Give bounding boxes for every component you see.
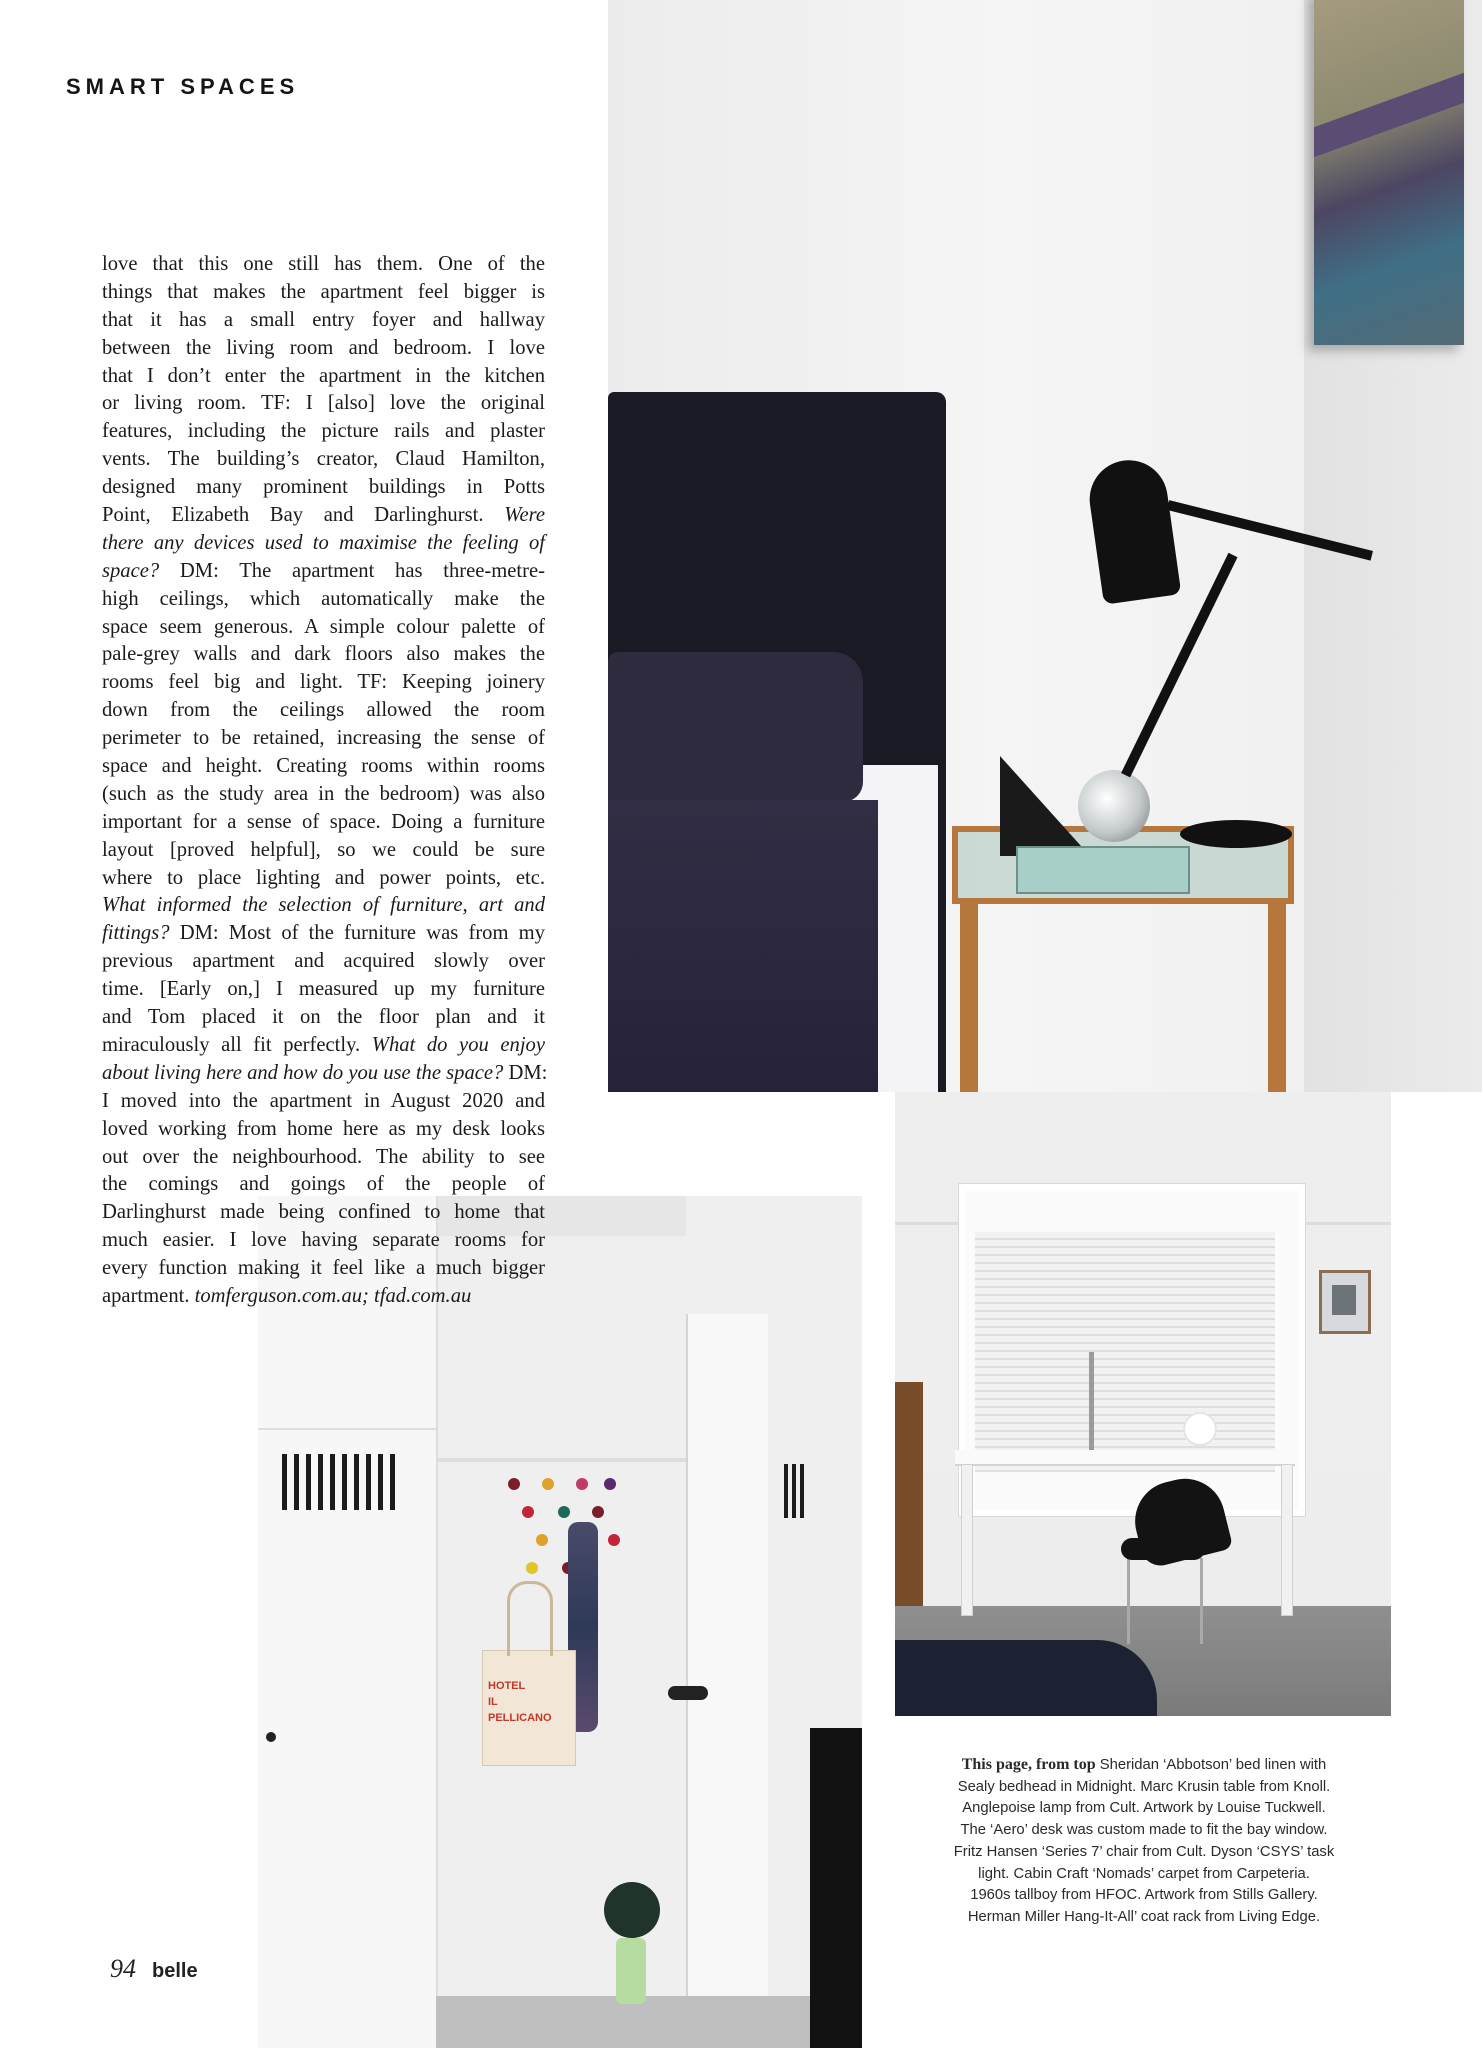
coat-rack-ball <box>604 1478 616 1490</box>
artwork-painting <box>1314 0 1464 345</box>
hallway-floor <box>436 1996 862 2048</box>
aero-desk <box>955 1450 1295 1464</box>
body-text-line: time. [Early on,] I measured up my furniture <box>102 978 545 1001</box>
book-stack <box>1016 846 1190 894</box>
sculpture-object <box>1000 756 1090 856</box>
body-text-line: rooms feel big and light. TF: Keeping joinery <box>102 671 545 694</box>
desk-lamp-base <box>1180 820 1292 848</box>
body-text-line: that it has a small entry foyer and hallway <box>102 308 545 331</box>
caption-lead: This page, from top <box>961 1756 1096 1773</box>
body-text-line: Point, Elizabeth Bay and Darlinghurst. Were <box>102 504 545 527</box>
coat-rack-ball <box>542 1478 554 1490</box>
body-text-line: down from the ceilings allowed the room <box>102 699 545 722</box>
framed-artwork <box>1319 1270 1371 1334</box>
green-vase <box>616 1938 646 2004</box>
photo-caption <box>924 1754 1364 1929</box>
coat-rack-ball <box>558 1506 570 1518</box>
caption-line: 1960s tallboy from HFOC. Artwork from Stills Gallery. <box>970 1887 1318 1904</box>
body-text-line: high ceilings, which automatically make the <box>102 587 545 610</box>
body-text-line: previous apartment and acquired slowly over <box>102 950 545 973</box>
body-text-line: Darlinghurst made being confined to home that <box>102 1201 545 1224</box>
picture-rail <box>436 1458 726 1462</box>
task-light <box>1089 1352 1094 1450</box>
cabinet-knob <box>266 1732 276 1742</box>
bed-quilt <box>608 800 878 1092</box>
body-text-line: much easier. I love having separate rooms for <box>102 1229 545 1252</box>
body-text-line: vents. The building’s creator, Claud Hamilton, <box>102 448 545 471</box>
article-body <box>102 251 548 1311</box>
body-text-line: designed many prominent buildings in Potts <box>102 476 545 499</box>
body-text-line: perimeter to be retained, increasing the sense of <box>102 727 545 750</box>
body-text-line: fittings? DM: Most of the furniture was from my <box>102 922 545 945</box>
coat-rack-ball <box>576 1478 588 1490</box>
body-text-line: apartment. tomferguson.com.au; tfad.com.au <box>102 1284 472 1307</box>
pillow <box>608 652 863 802</box>
coat-rack-ball <box>592 1506 604 1518</box>
body-text-line: I moved into the apartment in August 2020 and <box>102 1089 545 1112</box>
tallboy <box>895 1382 923 1612</box>
coat-rack-ball <box>608 1534 620 1546</box>
caption-line: Sealy bedhead in Midnight. Marc Krusin table from Knoll. <box>957 1778 1331 1795</box>
built-in-cabinet <box>258 1196 438 2048</box>
bed-corner <box>895 1640 1157 1716</box>
body-text-line: out over the neighbourhood. The ability to see <box>102 1145 545 1168</box>
body-text-line: love that this one still has them. One of the <box>102 253 545 275</box>
body-text-line: every function making it feel like a much bigger <box>102 1257 545 1280</box>
caption-line: Fritz Hansen ‘Series 7’ chair from Cult. Dyson ‘CSYS’ task <box>953 1843 1335 1860</box>
tote-bag-print: HOTEL IL PELLICANO <box>488 1680 552 1724</box>
body-text-line: (such as the study area in the bedroom) was also <box>102 782 545 805</box>
body-text-line: that I don’t enter the apartment in the kitchen <box>102 364 545 387</box>
window-blinds <box>975 1232 1275 1472</box>
body-text-line: the comings and goings of the people of <box>102 1173 545 1196</box>
plaster-vent <box>282 1454 402 1510</box>
body-text-line: important for a sense of space. Doing a furniture <box>102 810 545 833</box>
body-text-line: space? DM: The apartment has three-metre- <box>102 559 545 582</box>
door-handle <box>668 1686 708 1700</box>
body-text-line: miraculously all fit perfectly. What do you enjoy <box>102 1033 545 1056</box>
caption-line: Herman Miller Hang-It-All’ coat rack from Living Edge. <box>967 1908 1321 1925</box>
body-text-line: between the living room and bedroom. I love <box>102 336 545 359</box>
hallway-photo <box>258 1196 862 2048</box>
coat-rack-ball <box>526 1562 538 1574</box>
body-text-line: and Tom placed it on the floor plan and it <box>102 1006 545 1029</box>
bedpost <box>810 1728 862 2048</box>
study-photo <box>895 1092 1391 1716</box>
section-label: SMART SPACES <box>66 74 300 99</box>
magazine-logo: belle <box>152 1960 198 1982</box>
flower-vase <box>1185 1414 1215 1444</box>
body-text-line: features, including the picture rails and plaster <box>102 420 545 443</box>
hallway-door <box>686 1314 768 2048</box>
desk-lamp-head <box>1085 455 1182 604</box>
coat-rack-ball <box>508 1478 520 1490</box>
body-text-line: pale-grey walls and dark floors also makes the <box>102 643 545 666</box>
body-text-line: loved working from home here as my desk looks <box>102 1117 545 1140</box>
door-vent <box>784 1464 806 1518</box>
hang-it-all-coat-rack <box>508 1478 626 1588</box>
coat-rack-ball <box>536 1534 548 1546</box>
body-text-line: things that makes the apartment feel bigger is <box>102 280 545 303</box>
page-number: 94 <box>110 1954 136 1983</box>
bedroom-photo <box>608 0 1482 1092</box>
caption-line: light. Cabin Craft ‘Nomads’ carpet from Carpeteria. <box>978 1865 1310 1882</box>
body-text-line: What informed the selection of furniture, art and <box>102 894 545 917</box>
caption-line: Anglepoise lamp from Cult. Artwork by Louise Tuckwell. <box>962 1800 1326 1817</box>
body-text-line: space and height. Creating rooms within rooms <box>102 755 545 778</box>
body-text-line: space seem generous. A simple colour palette of <box>102 615 545 638</box>
body-text-line: where to place lighting and power points, etc. <box>102 866 545 889</box>
caption-line: The ‘Aero’ desk was custom made to fit the bay window. <box>960 1822 1328 1839</box>
body-text-line: or living room. TF: I [also] love the original <box>102 392 545 415</box>
body-text-line: layout [proved helpful], so we could be sure <box>102 838 545 861</box>
body-text-line: there any devices used to maximise the feeling of <box>102 531 545 554</box>
snow-globe <box>1078 770 1150 842</box>
coat-rack-ball <box>522 1506 534 1518</box>
body-text-line: about living here and how do you use the space? DM: <box>102 1061 548 1084</box>
anthurium-plant <box>604 1882 660 1938</box>
caption-line: Sheridan ‘Abbotson’ bed linen with <box>1095 1757 1327 1773</box>
